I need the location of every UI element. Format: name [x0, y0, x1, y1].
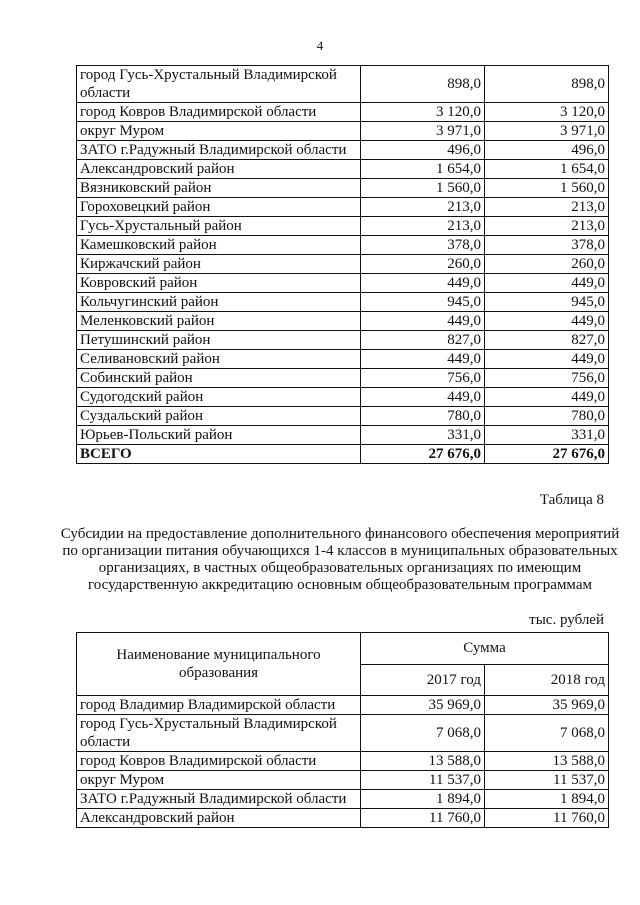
- row-name: Суздальский район: [77, 407, 361, 426]
- header-sum: Сумма: [361, 633, 609, 665]
- table-label: Таблица 8: [539, 492, 604, 508]
- row-value-2017: 449,0: [361, 388, 485, 407]
- row-value-2017: 3 971,0: [361, 122, 485, 141]
- row-value-2018: 11 537,0: [485, 771, 609, 790]
- row-name: Гусь-Хрустальный район: [77, 217, 361, 236]
- row-value-2018: 35 969,0: [485, 696, 609, 715]
- table-row: [77, 198, 609, 217]
- row-value-2017: 213,0: [361, 217, 485, 236]
- row-value-2018: 496,0: [485, 141, 609, 160]
- row-name: город Гусь-Хрустальный Владимирской области: [77, 715, 361, 752]
- table-row: [77, 771, 609, 790]
- row-value-2018: 1 654,0: [485, 160, 609, 179]
- row-value-2018: 13 588,0: [485, 752, 609, 771]
- row-name: ЗАТО г.Радужный Владимирской области: [77, 790, 361, 809]
- table-row: [77, 331, 609, 350]
- units-label: тыс. рублей: [529, 612, 604, 628]
- row-value-2017: 13 588,0: [361, 752, 485, 771]
- row-value-2017: 7 068,0: [361, 715, 485, 752]
- row-name: округ Муром: [77, 122, 361, 141]
- row-value-2017: 1 654,0: [361, 160, 485, 179]
- table-row: [77, 141, 609, 160]
- row-value-2017: 3 120,0: [361, 103, 485, 122]
- row-value-2018: 449,0: [485, 388, 609, 407]
- row-name: город Гусь-Хрустальный Владимирской области: [77, 66, 361, 103]
- row-name: город Владимир Владимирской области: [77, 696, 361, 715]
- row-name: город Ковров Владимирской области: [77, 752, 361, 771]
- row-value-2017: 945,0: [361, 293, 485, 312]
- table-row: [77, 217, 609, 236]
- table-row: [77, 312, 609, 331]
- row-name: Камешковский район: [77, 236, 361, 255]
- row-value-2017: 756,0: [361, 369, 485, 388]
- row-name: ЗАТО г.Радужный Владимирской области: [77, 141, 361, 160]
- row-value-2018: 1 894,0: [485, 790, 609, 809]
- row-name: Судогодский район: [77, 388, 361, 407]
- row-name: Селивановский район: [77, 350, 361, 369]
- table-row: [77, 103, 609, 122]
- row-value-2018: 3 120,0: [485, 103, 609, 122]
- row-value-2018: 449,0: [485, 350, 609, 369]
- table-row: [77, 809, 609, 828]
- table-row: [77, 122, 609, 141]
- row-value-2018: 756,0: [485, 369, 609, 388]
- row-value-2017: 449,0: [361, 312, 485, 331]
- row-name: Ковровский район: [77, 274, 361, 293]
- table-row: [77, 715, 609, 752]
- table-row: [77, 66, 609, 103]
- table-row: [77, 274, 609, 293]
- row-value-2017: 11 537,0: [361, 771, 485, 790]
- row-value-2018: 449,0: [485, 274, 609, 293]
- row-value-2018: 898,0: [485, 66, 609, 103]
- row-value-2018: 213,0: [485, 217, 609, 236]
- row-name: Петушинский район: [77, 331, 361, 350]
- total-label: ВСЕГО: [77, 445, 361, 464]
- row-name: Гороховецкий район: [77, 198, 361, 217]
- table-row: [77, 407, 609, 426]
- row-value-2017: 213,0: [361, 198, 485, 217]
- subsidy-table-8: [76, 632, 609, 828]
- row-value-2017: 260,0: [361, 255, 485, 274]
- row-value-2017: 35 969,0: [361, 696, 485, 715]
- row-value-2018: 827,0: [485, 331, 609, 350]
- row-name: Вязниковский район: [77, 179, 361, 198]
- row-value-2018: 1 560,0: [485, 179, 609, 198]
- header-year-2018: 2018 год: [485, 664, 609, 696]
- table-row: [77, 696, 609, 715]
- row-value-2018: 449,0: [485, 312, 609, 331]
- table-row: [77, 752, 609, 771]
- row-value-2017: 1 894,0: [361, 790, 485, 809]
- row-name: округ Муром: [77, 771, 361, 790]
- row-value-2017: 449,0: [361, 350, 485, 369]
- row-value-2018: 213,0: [485, 198, 609, 217]
- row-name: Кольчугинский район: [77, 293, 361, 312]
- row-value-2017: 378,0: [361, 236, 485, 255]
- row-value-2017: 898,0: [361, 66, 485, 103]
- row-value-2017: 11 760,0: [361, 809, 485, 828]
- table-row: [77, 426, 609, 445]
- row-value-2018: 780,0: [485, 407, 609, 426]
- table-row: [77, 236, 609, 255]
- row-name: Собинский район: [77, 369, 361, 388]
- table-row: [77, 255, 609, 274]
- row-value-2018: 7 068,0: [485, 715, 609, 752]
- subsidy-table-continued: [76, 65, 609, 464]
- total-2018: 27 676,0: [485, 445, 609, 464]
- row-value-2018: 260,0: [485, 255, 609, 274]
- row-name: Александровский район: [77, 160, 361, 179]
- table-row: [77, 388, 609, 407]
- table-row: [77, 179, 609, 198]
- row-value-2018: 331,0: [485, 426, 609, 445]
- row-value-2017: 827,0: [361, 331, 485, 350]
- table-header-row: [77, 633, 609, 665]
- header-name: Наименование муниципального образования: [77, 633, 361, 696]
- table-caption: Субсидии на предоставление дополнительного финансового обеспечения мероприятий по организации питания обучающихся 1-4 классов в муниципальных образовательных организациях, в частных общеобразовательных организациях по имеющим государственную аккредитацию основным общеобразовательным программам: [60, 526, 620, 593]
- page-number: 4: [316, 38, 324, 53]
- row-name: Юрьев-Польский район: [77, 426, 361, 445]
- table-row: [77, 350, 609, 369]
- row-value-2017: 331,0: [361, 426, 485, 445]
- table-row: [77, 790, 609, 809]
- row-value-2018: 945,0: [485, 293, 609, 312]
- row-name: город Ковров Владимирской области: [77, 103, 361, 122]
- row-value-2018: 11 760,0: [485, 809, 609, 828]
- total-row: [77, 445, 609, 464]
- row-name: Александровский район: [77, 809, 361, 828]
- row-value-2017: 496,0: [361, 141, 485, 160]
- row-value-2017: 1 560,0: [361, 179, 485, 198]
- table-row: [77, 369, 609, 388]
- row-name: Меленковский район: [77, 312, 361, 331]
- row-value-2017: 449,0: [361, 274, 485, 293]
- header-year-2017: 2017 год: [361, 664, 485, 696]
- row-value-2017: 780,0: [361, 407, 485, 426]
- row-value-2018: 3 971,0: [485, 122, 609, 141]
- row-value-2018: 378,0: [485, 236, 609, 255]
- table-row: [77, 160, 609, 179]
- table-row: [77, 293, 609, 312]
- row-name: Киржачский район: [77, 255, 361, 274]
- total-2017: 27 676,0: [361, 445, 485, 464]
